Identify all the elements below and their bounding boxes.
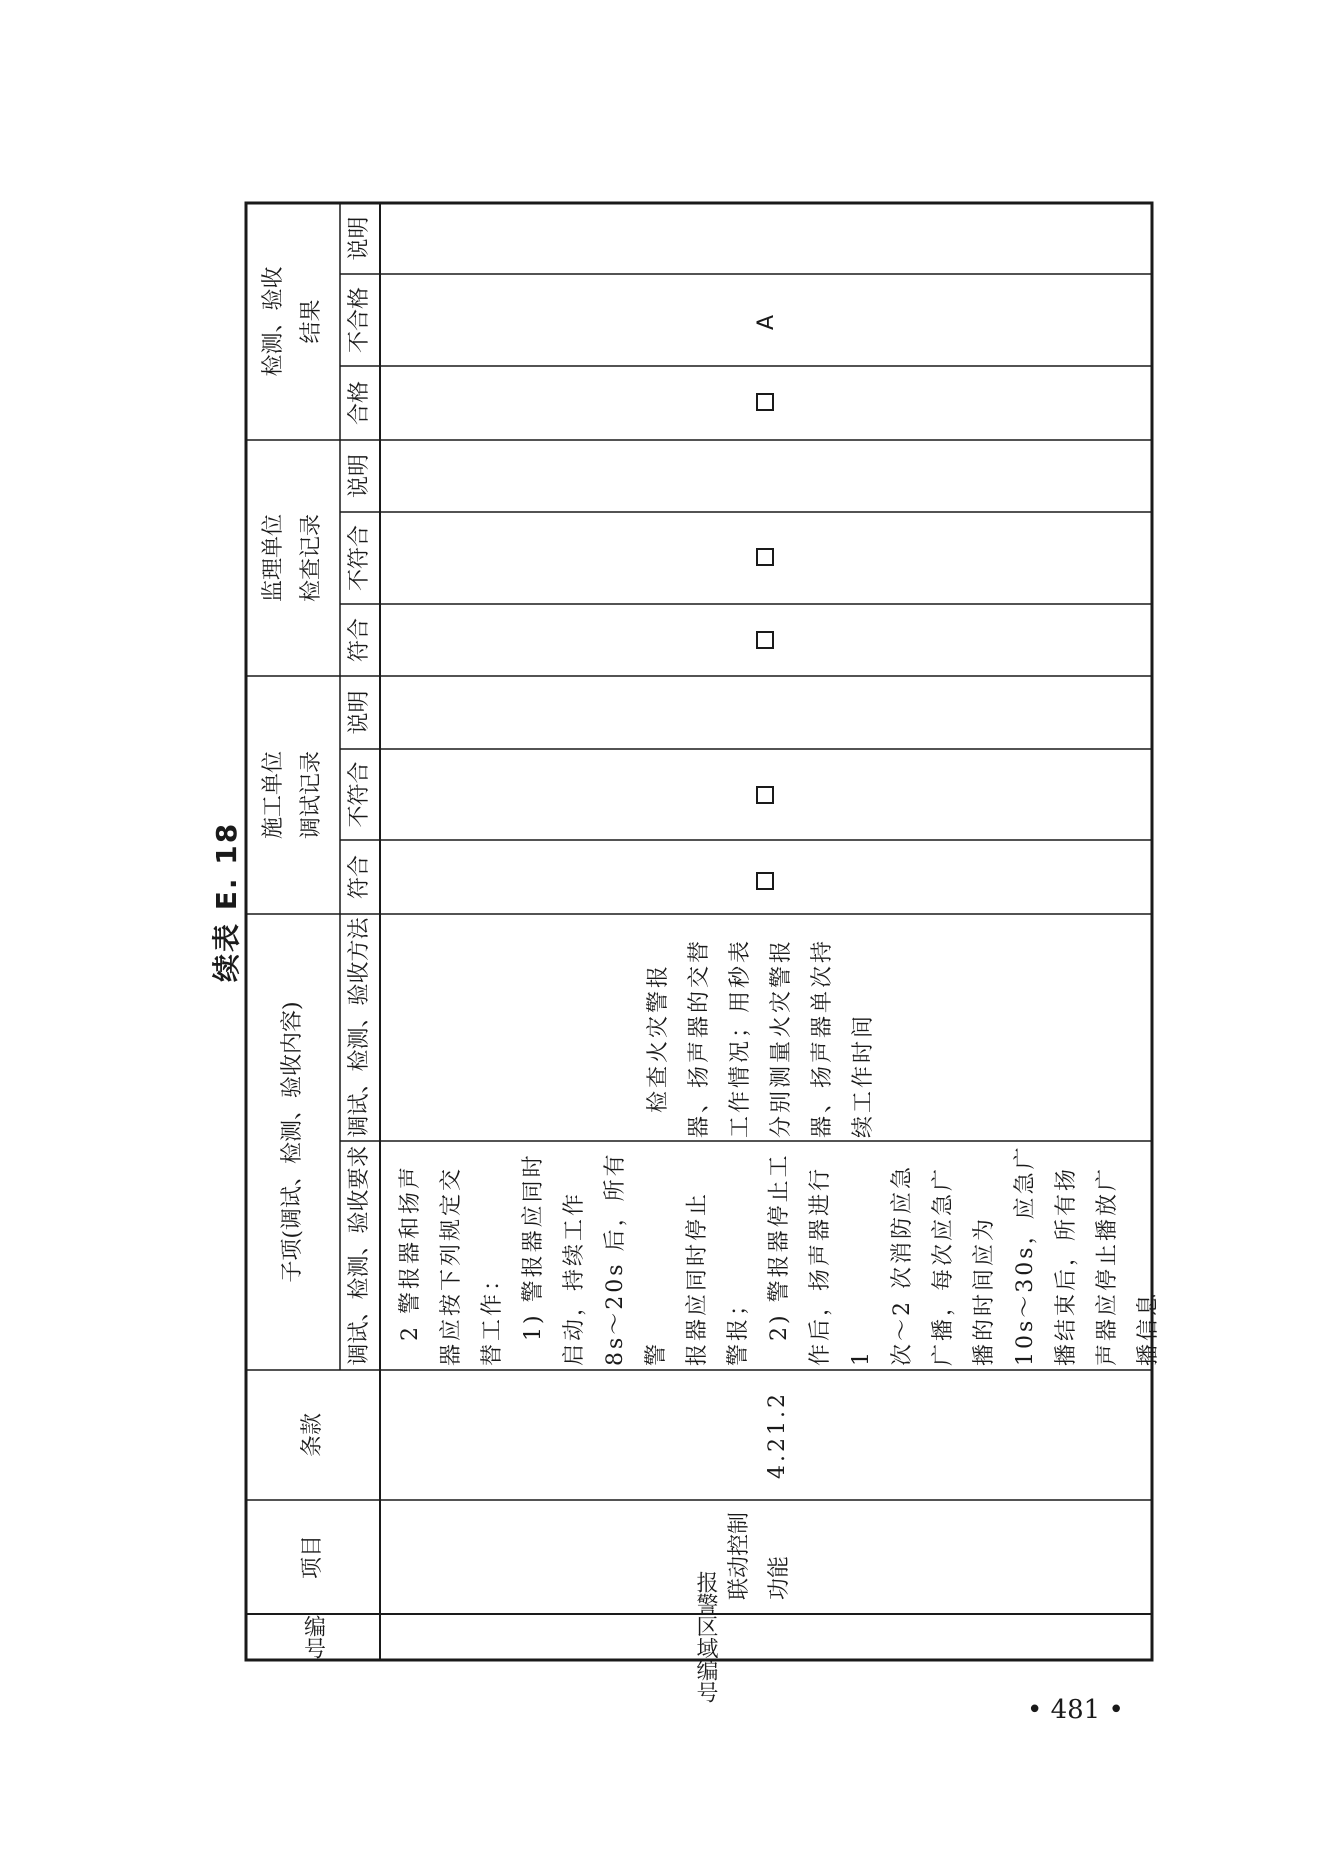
row-requirement: 2 警报器和扬声 器应按下列规定交 替工作： 1) 警报器应同时 启动，持续工作 8s～20s 后，所有警 报器应同时停止 警报； 2) 警报器停止工 作后，扬声器进行 1 次～2 次消防应急 广播，每次应急广 播的时间应为 10s～30s，应急广 播结束后，所有扬 声器应停止播放广 播信息 (398, 1144, 1161, 1366)
supervision-conform-checkbox[interactable] (756, 631, 774, 649)
row-method: 检查火灾警报 器、扬声器的交替 工作情况；用秒表 分别测量火灾警报 器、扬声器单次持 续工作时间 (646, 937, 876, 1138)
header-supervision-note: 说明 (347, 454, 372, 499)
row-item: 联动控制 功能 (727, 1511, 792, 1600)
result-unqualified-mark: A (754, 314, 779, 330)
result-qualified-checkbox[interactable] (756, 393, 774, 411)
supervision-nonconform-checkbox[interactable] (756, 548, 774, 566)
header-method: 调试、检测、验收方法 (347, 917, 372, 1138)
construction-nonconform-checkbox[interactable] (756, 786, 774, 804)
header-number: 编号 (300, 1615, 326, 1659)
header-result: 检测、验收 结果 (261, 266, 324, 377)
header-construction-unit: 施工单位 调试记录 (261, 751, 324, 840)
page-number: • 481 • (1027, 1695, 1124, 1725)
header-supervision-unit: 监理单位 检查记录 (261, 514, 324, 603)
header-result-qualified: 合格 (347, 381, 372, 426)
row-clause: 4.21.2 (765, 1391, 790, 1479)
header-clause: 条款 (300, 1413, 325, 1458)
header-result-unqualified: 不合格 (347, 287, 372, 354)
header-construction-conform: 符合 (347, 855, 372, 900)
row-number: 报警区域编号 (693, 1571, 718, 1703)
table-caption: 续表 E. 18 (210, 821, 243, 982)
header-requirement: 调试、检测、验收要求 (347, 1145, 372, 1366)
header-construction-nonconform: 不符合 (347, 761, 372, 828)
header-item: 项目 (300, 1535, 325, 1580)
header-construction-note: 说明 (347, 690, 372, 735)
header-supervision-conform: 符合 (347, 618, 372, 663)
header-supervision-nonconform: 不符合 (347, 525, 372, 592)
construction-conform-checkbox[interactable] (756, 872, 774, 890)
header-result-note: 说明 (347, 216, 372, 261)
header-subitem: 子项(调试、检测、验收内容) (280, 1001, 305, 1283)
